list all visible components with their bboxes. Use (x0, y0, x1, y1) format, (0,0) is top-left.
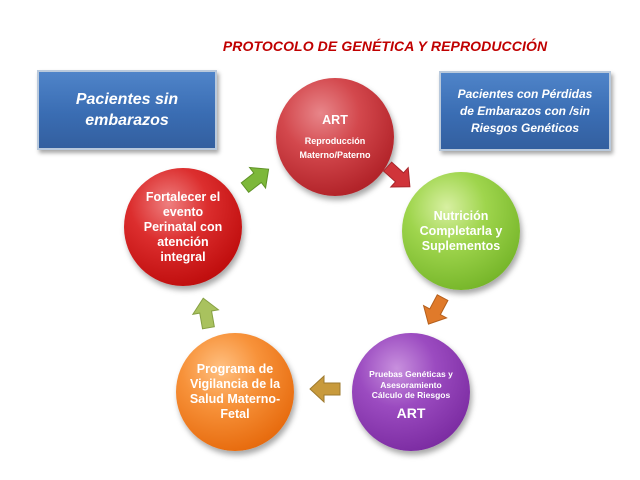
node-genetic-tests (352, 333, 470, 451)
node-surveillance-program (176, 333, 294, 451)
page-title: PROTOCOLO DE GENÉTICA Y REPRODUCCIÓN (222, 38, 548, 54)
node-art-line1: Reproducción (304, 135, 366, 146)
patients-pregnancy-loss-label: Pacientes con Pérdidas de Embarazos con /sin Riesgos Genéticos (457, 86, 593, 135)
node-genetic-tests-subtitle: ART (396, 404, 426, 421)
node-art-heading: ART (322, 112, 348, 127)
node-strengthen-perinatal (124, 168, 242, 286)
node-nutrition-text: Nutrición Completarla y Suplementos (419, 208, 503, 253)
patients-no-pregnancy-box (37, 70, 217, 150)
node-surveillance-program-text: Programa de Vigilancia de la Salud Materno-Fetal (189, 362, 281, 421)
node-genetic-tests-text: Pruebas Genéticas y Asesoramiento Cálculo de Riesgos (369, 369, 453, 401)
patients-no-pregnancy-label: Pacientes sin embarazos (75, 91, 179, 129)
arrow-tests-to-program-icon (306, 372, 346, 406)
arrow-nutrition-to-tests-icon (416, 288, 456, 332)
arrow-art-to-nutrition-icon (376, 156, 420, 196)
arrow-program-to-strengthen-icon (186, 294, 226, 334)
patients-pregnancy-loss-box (439, 71, 611, 151)
node-strengthen-perinatal-text: Fortalecer el evento Perinatal con atención integral (143, 189, 223, 264)
node-art-line2: Materno/Paterno (299, 149, 371, 160)
arrow-strengthen-to-art-icon (234, 160, 278, 198)
